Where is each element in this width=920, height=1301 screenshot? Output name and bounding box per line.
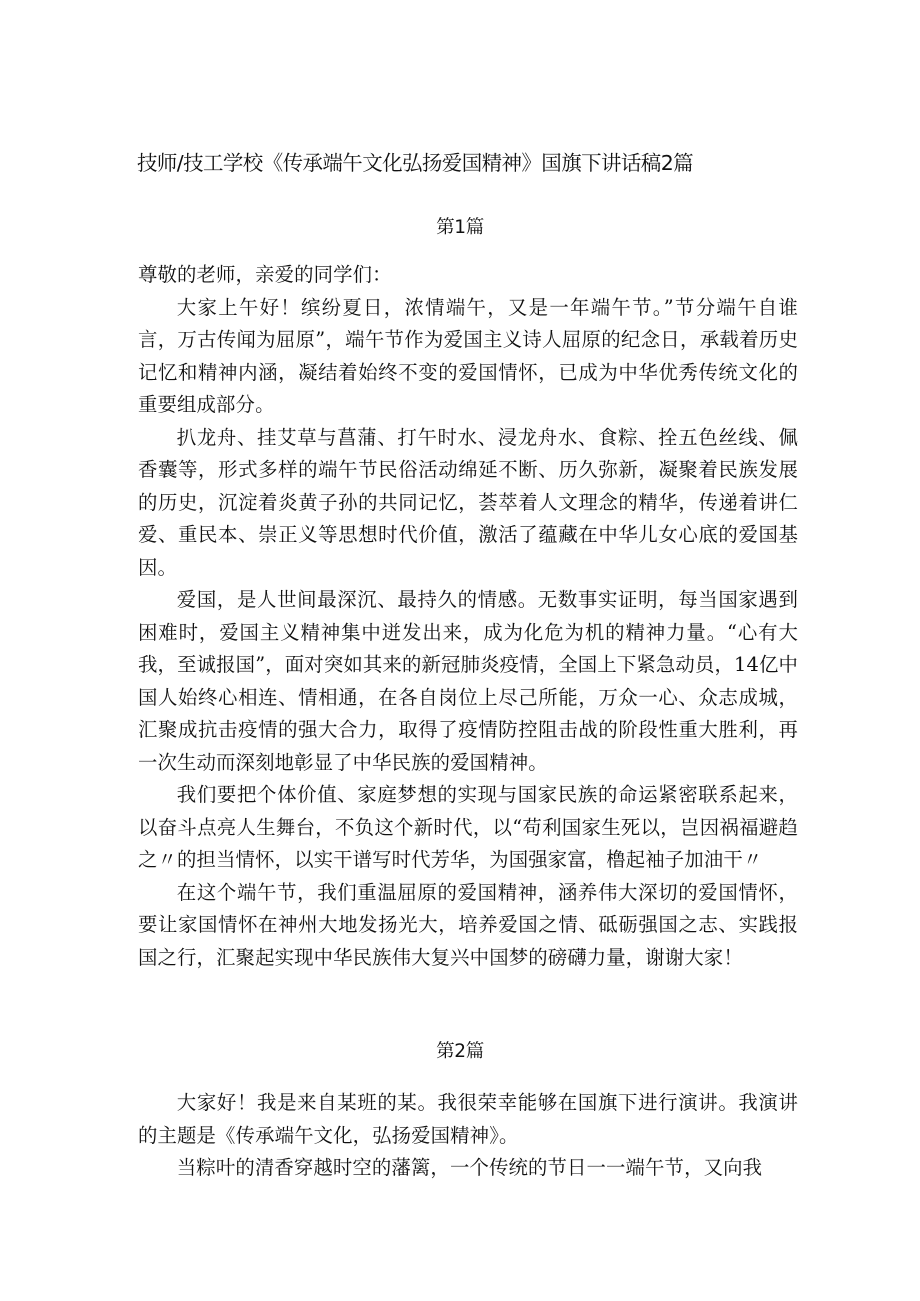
paragraph: 大家上午好！缤纷夏日，浓情端午，又是一年端午节。”节分端午自谁言，万古传闻为屈原”，端午节作为爱国主义诗人屈原的纪念日，承载着历史记忆和精神内涵，凝结着始终不变的爱国情怀，已成为中华优秀传统文化的重要组成部分。 [138,295,798,416]
paragraph: 大家好！我是来自某班的某。我很荣幸能够在国旗下进行演讲。我演讲的主题是《传承端午文化，弘扬爱国精神》。 [138,1091,798,1147]
paragraph: 在这个端午节，我们重温屈原的爱国精神，涵养伟大深切的爱国情怀，要让家国情怀在神州大地发扬光大，培养爱国之情、砥砺强国之志、实践报国之行，汇聚起实现中华民族伟大复兴中国梦的磅礴力量，谢谢大家！ [138,880,798,969]
section-1-body [138,259,798,974]
paragraph: 扒龙舟、挂艾草与菖蒲、打午时水、浸龙舟水、食粽、拴五色丝线、佩香囊等，形式多样的端午节民俗活动绵延不断、历久弥新，凝聚着民族发展的历史，沉淀着炎黄子孙的共同记忆，荟萃着人文理念的精华，传递着讲仁爱、重民本、崇正义等思想时代价值，激活了蕴藏在中华儿女心底的爱国基因。 [138,425,798,579]
section-heading-2: 第2篇 [436,1041,484,1062]
document-title: 技师/技工学校《传承端午文化弘扬爱国精神》国旗下讲话稿2篇 [137,151,694,175]
salutation: 尊敬的老师，亲爱的同学们： [138,263,392,286]
section-heading-1: 第1篇 [436,217,484,238]
section-2-body [138,1087,798,1185]
paragraph: 我们要把个体价值、家庭梦想的实现与国家民族的命运紧密联系起来，以奋斗点亮人生舞台，不负这个新时代，以“苟利国家生死以，岂因祸福避趋之〃的担当情怀，以实干谱写时代芳华，为国强家富，橹起袖子加油干〃 [138,783,798,871]
paragraph: 爱国，是人世间最深沉、最持久的情感。无数事实证明，每当国家遇到困难时，爱国主义精神集中迸发出来，成为化危为机的精神力量。“心有大我，至诚报国”，面对突如其来的新冠肺炎疫情，全国上下紧急动员，14亿中国人始终心相连、情相通，在各自岗位上尽己所能，万众一心、众志成城，汇聚成抗击疫情的强大合力，取得了疫情防控阻击战的阶段性重大胜利，再一次生动而深刻地彰显了中华民族的爱国精神。 [138,588,798,774]
paragraph: 当粽叶的清香穿越时空的藩篱，一个传统的节日一一端午节，又向我 [176,1156,763,1179]
